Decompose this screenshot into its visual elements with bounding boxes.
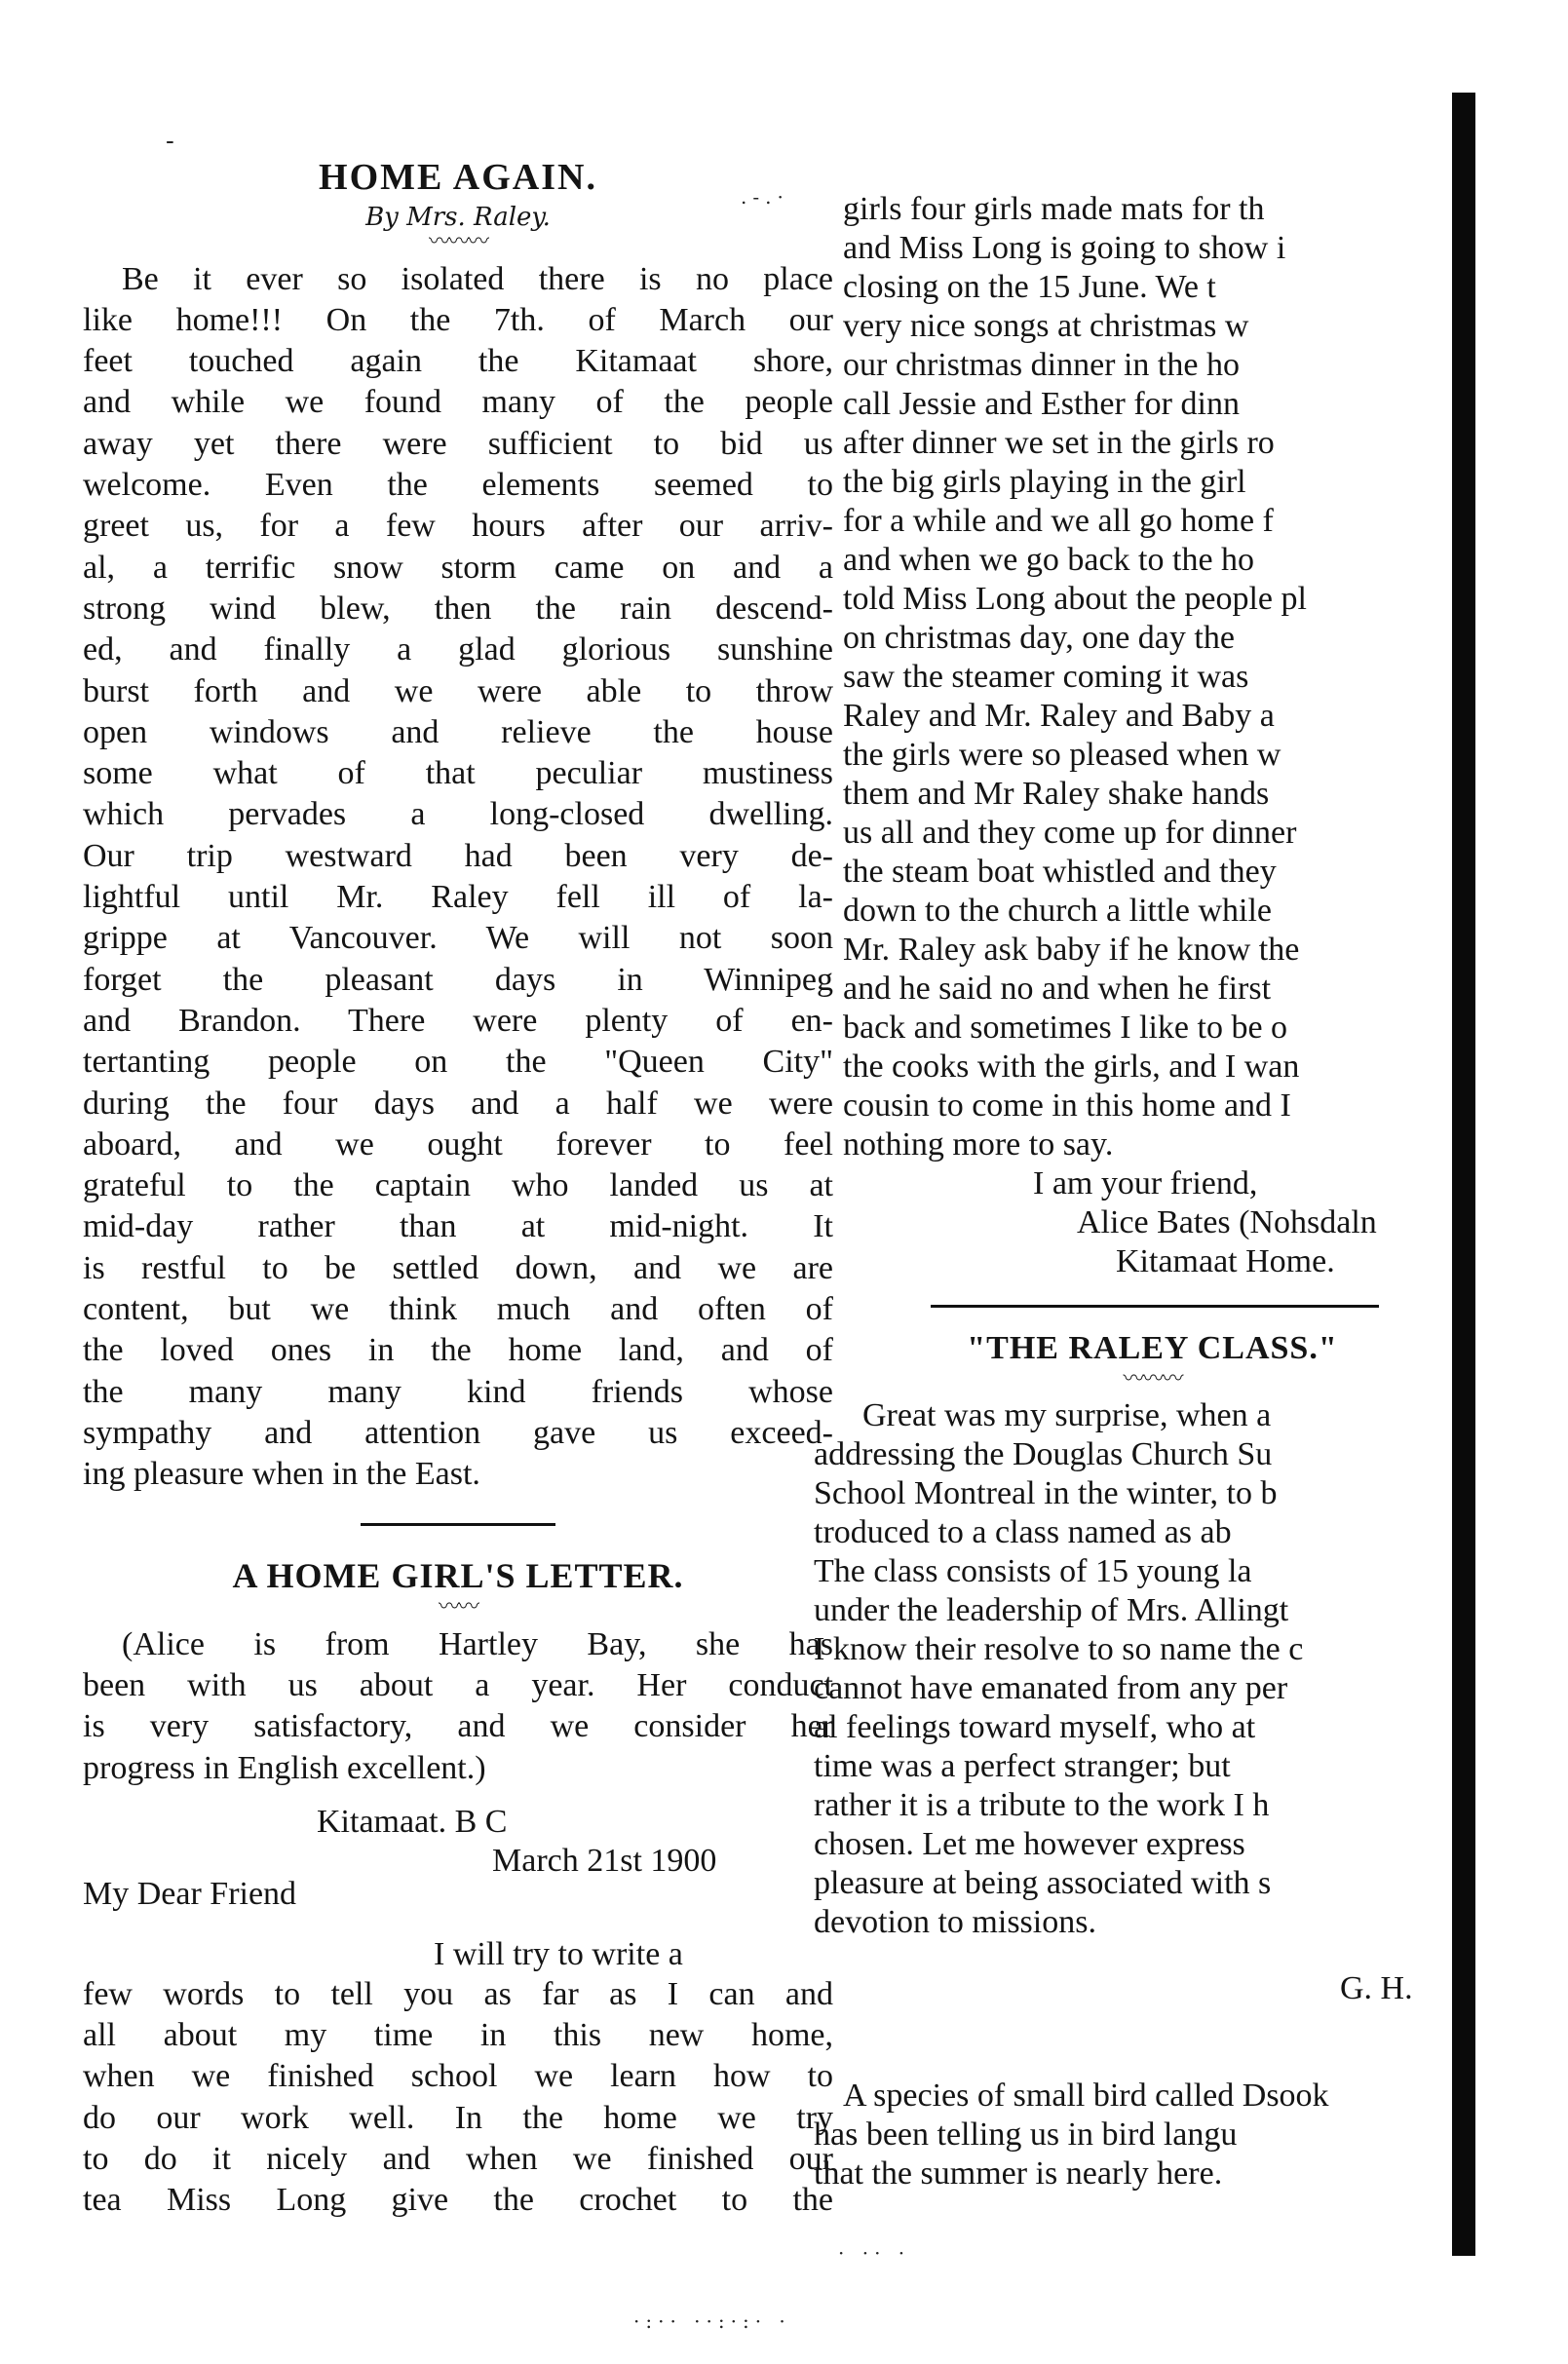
letter-body (83, 1974, 833, 2222)
text-line: saw the steamer coming it was (843, 659, 1249, 695)
text-line: forget the pleasant days in Winnipeg (83, 961, 833, 998)
text-line: the many many kind friends whose (83, 1373, 833, 1410)
text-line: them and Mr Raley shake hands (843, 776, 1270, 812)
text-line: that the summer is nearly here. (814, 2154, 1223, 2192)
bird-note-article (814, 2077, 1452, 2193)
print-speck: ·:·· ··:·:· · (633, 2309, 791, 2333)
text-line: very nice songs at christmas w (843, 308, 1249, 344)
text-line: and when we go back to the ho (843, 542, 1255, 578)
section-divider (931, 1305, 1379, 1308)
text-line: al, a terrific snow storm came on and a (83, 549, 833, 586)
text-line: all about my time in this new home, (83, 2017, 833, 2054)
letter-salutation: My Dear Friend (83, 1875, 297, 1912)
text-line: the steam boat whistled and they (843, 854, 1277, 890)
text-line: strong wind blew, then the rain descend- (83, 590, 833, 627)
text-line: been with us about a year. Her conduct (83, 1666, 833, 1703)
text-line: is restful to be settled down, and we are (83, 1249, 833, 1286)
text-line: progress in English excellent.) (83, 1749, 486, 1786)
text-line: lightful until Mr. Raley fell ill of la- (83, 879, 833, 916)
letter-continuation (814, 190, 1452, 1281)
text-line: A species of small bird called Dsook (843, 2077, 1329, 2114)
home-girls-letter-article (83, 1555, 833, 2222)
text-line: troduced to a class named as ab (814, 1513, 1232, 1550)
text-line: closing on the 15 June. We t (843, 269, 1216, 305)
text-line: aboard, and we ought forever to feel (83, 1125, 833, 1163)
letter-date: March 21st 1900 (492, 1842, 717, 1879)
text-line: grateful to the captain who landed us at (83, 1167, 833, 1204)
letter-intro (83, 1624, 833, 1789)
text-line: few words to tell you as far as I can and (83, 1975, 833, 2012)
home-again-byline: By Mrs. Raley. (365, 202, 551, 232)
letter-signature: Alice Bates (Nohsdaln (1077, 1204, 1377, 1240)
text-line: and Brandon. There were plenty of en- (83, 1002, 833, 1039)
text-line: Mr. Raley ask baby if he know the (843, 932, 1300, 968)
text-line: sympathy and attention gave us exceed- (83, 1414, 833, 1451)
letter-signature-place: Kitamaat Home. (1116, 1243, 1335, 1279)
home-girls-letter-title: A HOME GIRL'S LETTER. (232, 1555, 684, 1595)
text-line: the big girls playing in the girl (843, 464, 1246, 500)
text-line: nothing more to say. (843, 1126, 1114, 1163)
text-line: al feelings toward myself, who at (814, 1708, 1256, 1745)
letter-body-first: I will try to write a (434, 1935, 683, 1972)
text-line: content, but we think much and often of (83, 1291, 833, 1328)
text-line: The class consists of 15 young la (814, 1552, 1252, 1589)
text-line: rather it is a tribute to the work I h (814, 1786, 1270, 1823)
text-line: when we finished school we learn how to (83, 2058, 833, 2095)
print-speck: - (166, 127, 180, 156)
text-line: greet us, for a few hours after our arriv- (83, 508, 833, 545)
text-line: addressing the Douglas Church Su (814, 1435, 1273, 1472)
text-line: tea Miss Long give the crochet to the (83, 2182, 833, 2219)
home-again-article (83, 156, 833, 1496)
text-line: our christmas dinner in the ho (843, 347, 1240, 383)
text-line: girls four girls made mats for th (843, 191, 1265, 227)
text-line: devotion to missions. (814, 1903, 1096, 1940)
raley-class-body (814, 1396, 1452, 1942)
text-line: ing pleasure when in the East. (83, 1456, 480, 1493)
right-column (814, 190, 1452, 2246)
text-line: Be it ever so isolated there is no place (122, 260, 833, 297)
text-line: pleasure at being associated with s (814, 1864, 1272, 1901)
text-line: call Jessie and Esther for dinn (843, 386, 1240, 422)
print-speck: .-.· (741, 185, 789, 209)
text-line: back and sometimes I like to be o (843, 1010, 1288, 1046)
text-line: welcome. Even the elements seemed to (83, 467, 833, 504)
text-line: Raley and Mr. Raley and Baby a (843, 698, 1275, 734)
text-line: time was a perfect stranger; but (814, 1747, 1231, 1784)
title-ornament: 〰〰 (438, 1594, 478, 1620)
text-line: the loved ones in the home land, and of (83, 1332, 833, 1369)
home-again-title: HOME AGAIN. (319, 157, 597, 198)
text-line: on christmas day, one day the (843, 620, 1235, 656)
text-line: tertanting people on the "Queen City" (83, 1044, 833, 1081)
letter-place: Kitamaat. B C (317, 1803, 508, 1840)
print-speck: · ·· · (838, 2241, 911, 2265)
text-line: us all and they come up for dinner (843, 815, 1297, 851)
text-line: cousin to come in this home and I (843, 1087, 1291, 1124)
text-line: feet touched again the Kitamaat shore, (83, 343, 833, 380)
letter-closing: I am your friend, (1033, 1165, 1258, 1201)
title-ornament: 〰〰〰 (428, 229, 487, 254)
text-line: (Alice is from Hartley Bay, she has (122, 1625, 833, 1662)
text-line: and Miss Long is going to show i (843, 230, 1286, 266)
raley-class-title: "THE RALEY CLASS." (967, 1330, 1338, 1366)
text-line: and while we found many of the people (83, 384, 833, 421)
text-line: cannot have emanated from any per (814, 1669, 1288, 1706)
text-line: grippe at Vancouver. We will not soon (83, 920, 833, 957)
text-line: some what of that peculiar mustiness (83, 755, 833, 792)
text-line: has been telling us in bird langu (814, 2116, 1238, 2153)
text-line: is very satisfactory, and we consider her (83, 1708, 833, 1745)
text-line: after dinner we set in the girls ro (843, 425, 1275, 461)
text-line: I know their resolve to so name the c (814, 1630, 1304, 1667)
text-line: School Montreal in the winter, to b (814, 1474, 1278, 1511)
section-divider (361, 1523, 555, 1526)
text-line: away yet there were sufficient to bid us (83, 425, 833, 462)
text-line: Great was my surprise, when a (862, 1396, 1272, 1433)
title-ornament: 〰〰〰 (1123, 1366, 1182, 1392)
text-line: ed, and finally a glad glorious sunshine (83, 631, 833, 668)
text-line: mid-day rather than at mid-night. It (83, 1208, 833, 1245)
text-line: for a while and we all go home f (843, 503, 1274, 539)
text-line: do our work well. In the home we try (83, 2099, 833, 2136)
raley-class-signature: G. H. (1340, 1969, 1413, 2006)
text-line: chosen. Let me however express (814, 1825, 1245, 1862)
text-line: burst forth and we were able to throw (83, 672, 833, 709)
raley-class-article (814, 1329, 1452, 2008)
text-line: told Miss Long about the people pl (843, 581, 1307, 617)
text-line: and he said no and when he first (843, 971, 1272, 1007)
text-line: open windows and relieve the house (83, 713, 833, 750)
left-column (83, 156, 833, 2231)
home-again-body (83, 259, 833, 1496)
text-line: the cooks with the girls, and I wan (843, 1049, 1300, 1085)
text-line: during the four days and a half we were (83, 1085, 833, 1122)
text-line: which pervades a long-closed dwelling. (83, 796, 833, 833)
text-line: to do it nicely and when we finished our (83, 2141, 833, 2178)
text-line: Our trip westward had been very de- (83, 837, 833, 874)
page-edge-shadow (1452, 93, 1475, 2256)
text-line: down to the church a little while (843, 893, 1272, 929)
text-line: the girls were so pleased when w (843, 737, 1281, 773)
text-line: like home!!! On the 7th. of March our (83, 301, 833, 338)
text-line: under the leadership of Mrs. Allingt (814, 1591, 1289, 1628)
